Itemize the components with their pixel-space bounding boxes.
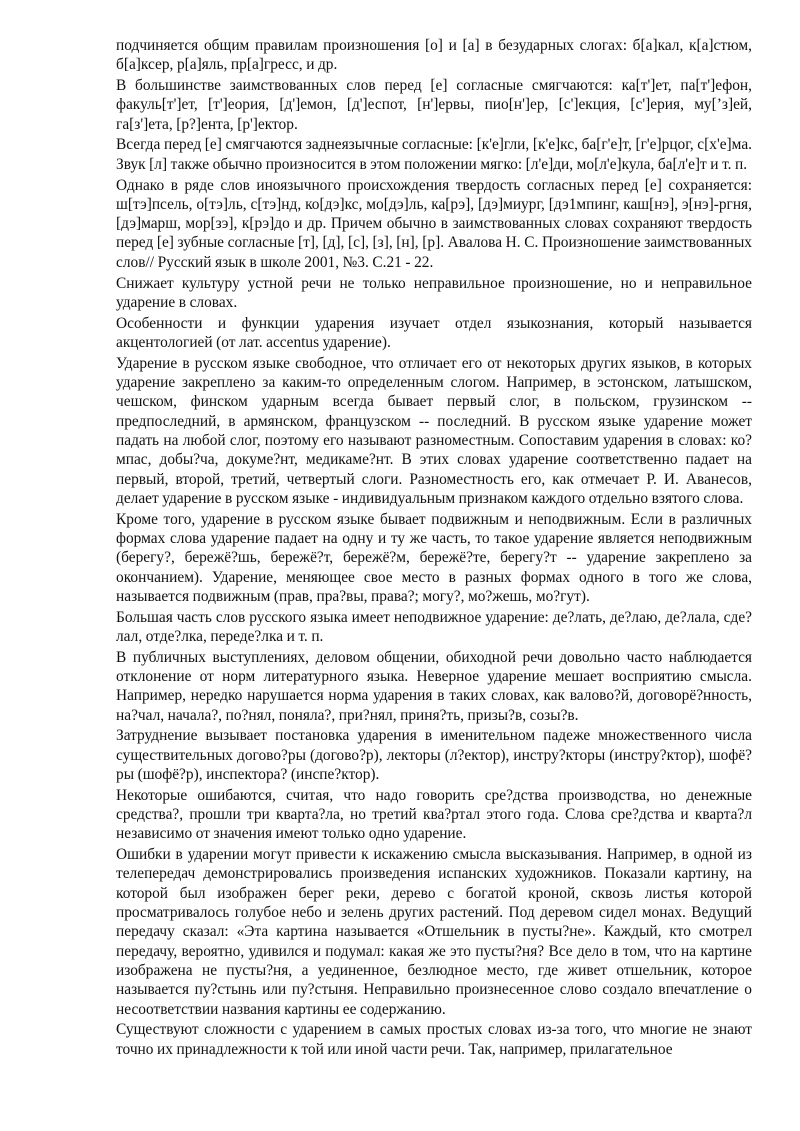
paragraph: Некоторые ошибаются, считая, что надо говорить сре?дства производства, но денежные средства?, прошли три кварта?ла, но третий ква?ртал этого года. Слова сре?дства и кварта?л независимо от значения имеют только одно ударение. [116, 786, 752, 843]
paragraph: Большая часть слов русского языка имеет неподвижное ударение: де?лать, де?лаю, де?лала, сде?лал, отде?лка, переде?лка и т. п. [116, 608, 752, 645]
paragraph: Снижает культуру устной речи не только неправильное произношение, но и неправильное ударение в словах. [116, 274, 752, 311]
paragraph: В публичных выступлениях, деловом общении, обиходной речи довольно часто наблюдается отклонение от норм литературного языка. Неверное ударение мешает восприятию смысла. Например, нередко нарушается норма ударения в таких словах, как валово?й, договорё?нность, на?чал, начала?, по?нял, поняла?, при?нял, приня?ть, призы?в, созы?в. [116, 648, 752, 724]
document-page [116, 36, 752, 1060]
paragraph: подчиняется общим правилам произношения [о] и [а] в безударных слогах: б[а]кал, к[а]стюм, б[а]ксер, р[а]яль, пр[а]гресс, и др. [116, 37, 752, 74]
paragraph: Всегда перед [е] смягчаются заднеязычные согласные: [к'е]гли, [к'е]кс, ба[г'е]т, [г'е]рцог, с[х'е]ма. Звук [л] также обычно произносится в этом положении мягко: [л'е]ди, мо[л'е]кула, ба[л'е]т и т. п. [116, 136, 752, 173]
paragraph: Ударение в русском языке свободное, что отличает его от некоторых других языков, в которых ударение закреплено за каким-то определенным слогом. Например, в эстонском, латышском, чешском, финском ударным всегда бывает первый слог, в польском, грузинском -- предпоследний, в армянском, французском -- последний. В русском языке ударение может падать на любой слог, поэтому его называют разноместным. Сопоставим ударения в словах: ко?мпас, добы?ча, докуме?нт, медикаме?нт. В этих словах ударение соответственно падает на первый, второй, третий, четвертый слоги. Разноместность его, как отмечает Р. И. Аванесов, делает ударение в русском языке - индивидуальным признаком каждого отдельно взятого слова. [116, 354, 752, 507]
paragraph: Затруднение вызывает постановка ударения в именительном падеже множественного числа существительных догово?ры (догово?р), лекторы (л?ектор), инстру?кторы (инстру?ктор), шофё?ры (шофё?р), инспектора? (инспе?ктор). [116, 727, 752, 783]
paragraph: Однако в ряде слов иноязычного происхождения твердость согласных перед [е] сохраняется: ш[тэ]псель, о[тэ]ль, с[тэ]нд, ко[дэ]кс, мо[дэ]ль, ка[рэ], [дэ]миург, [дэ1мпинг, каш[нэ], э[нэ]-ргня, [дэ]марш, мор[зэ], к[рэ]до и др. Причем обычно в заимствованных словах сохраняют твердость перед [е] зубные согласные [т], [д], [с], [з], [н], [р]. Авалова Н. С. Произношение заимствованных слов// Русский язык в школе 2001, №3. С.21 - 22. [116, 176, 752, 271]
paragraph: Особенности и функции ударения изучает отдел языкознания, который называется акцентологией (от лат. accentus ударение). [116, 314, 752, 351]
paragraph: В большинстве заимствованных слов перед [е] согласные смягчаются: ка[т']ет, па[т']ефон, факуль[т']ет, [т']еория, [д']емон, [д']еспот, [н']ервы, пио[н']ер, [с']екция, [с']ерия, му[’з]ей, га[з']ета, [р?]ента, [р']ектор. [116, 77, 752, 133]
paragraph: Существуют сложности с ударением в самых простых словах из-за того, что многие не знают точно их принадлежности к той или иной части речи. Так, например, прилагательное [116, 1021, 752, 1058]
paragraph: Кроме того, ударение в русском языке бывает подвижным и неподвижным. Если в различных формах слова ударение падает на одну и ту же часть, то такое ударение является неподвижным (берегу?, бережё?шь, бережё?т, бережё?м, бережё?те, берегу?т -- ударение закреплено за окончанием). Ударение, меняющее свое место в разных формах одного в того же слова, называется подвижным (прав, пра?вы, права?; могу?, мо?жешь, мо?гут). [116, 510, 752, 605]
paragraph: Ошибки в ударении могут привести к искажению смысла высказывания. Например, в одной из телепередач демонстрировались произведения испанских художников. Показали картину, на которой был изображен берег реки, дерево с богатой кроной, сквозь листья которой просматривалось голубое небо и зелень других растений. Под деревом сидел монах. Ведущий передачу сказал: «Эта картина называется «Отшельник в пусты?не». Каждый, кто смотрел передачу, вероятно, удивился и подумал: какая же это пусты?ня? Все дело в том, что на картине изображена не пусты?ня, а уединенное, безлюдное место, где живет отшельник, которое называется пу?стынь или пу?стыня. Неправильно произнесенное слово создало впечатление о несоответствии названия картины ее содержанию. [116, 846, 752, 1018]
